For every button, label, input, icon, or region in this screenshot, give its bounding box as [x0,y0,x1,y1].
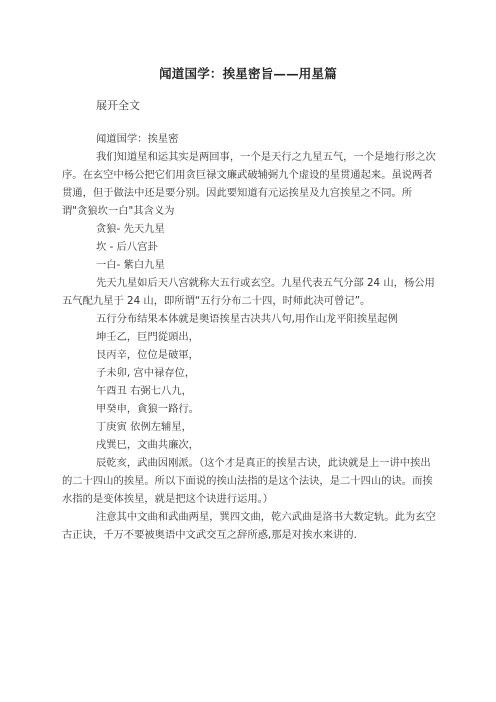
article-body [62,130,436,544]
page-title: 闻道国学：挨星密旨——用星篇 [159,66,337,81]
paragraph: 甲癸申，貪狼一路行。 [96,403,199,415]
paragraph: 一白- 紫白九星 [96,259,165,271]
paragraph: 艮丙辛，位位是破軍， [96,349,199,361]
paragraph: 子未卯, 宫中禄存位， [96,367,196,379]
paragraph: 坤壬乙，巨門從頭出， [96,331,199,343]
paragraph: 闻道国学：挨星密 [96,133,179,145]
paragraph: 午酉丑 右弼七八九， [96,385,192,397]
paragraph: 我们知道星和运其实是两回事，一个是天行之九星五气，一个是地行形之次序。在玄空中杨公把它们用贪巨禄文廉武破辅弼九个虚设的星贯通起来。虽说两者贯通，但于做法中还是要分别。因此要知道有元运挨星及九宫挨星之不同。所谓"贪狼坎一白"其含义为 [62,151,436,217]
paragraph: 丁庚寅 依例左辅星， [96,421,192,433]
expand-full-text-link[interactable]: 展开全文 [96,99,140,112]
paragraph: 五行分布结果本体就是奥语挨星古决共八句,用作山龙平阳挨星起例 [96,313,398,325]
paragraph: 坎 - 后八宫卦 [96,241,158,253]
paragraph: 注意其中文曲和武曲两星，巽四文曲，乾六武曲是洛书大数定轨。此为玄空古正诀，千万不要被奥语中文武交互之辞所惑,那是对挨水来讲的. [62,511,436,541]
paragraph: 戌巽巳，文曲共廉次， [96,439,199,451]
paragraph: 先天九星如后天八宫就称大五行或玄空。九星代表五气分部 24 山，杨公用五气配九星于 24 山，即所谓“五行分布二十四，时师此决可曾记”。 [62,277,435,307]
paragraph: 辰乾亥，武曲因刚派。（这个才是真正的挨星古诀，此诀就是上一讲中挨出的二十四山的挨星。所以下面说的挨山法指的是这个法诀，是二十四山的诀。而挨水指的是变体挨星，就是把这个诀进行运用。） [62,457,433,505]
paragraph: 贪狼- 先天九星 [96,223,165,235]
